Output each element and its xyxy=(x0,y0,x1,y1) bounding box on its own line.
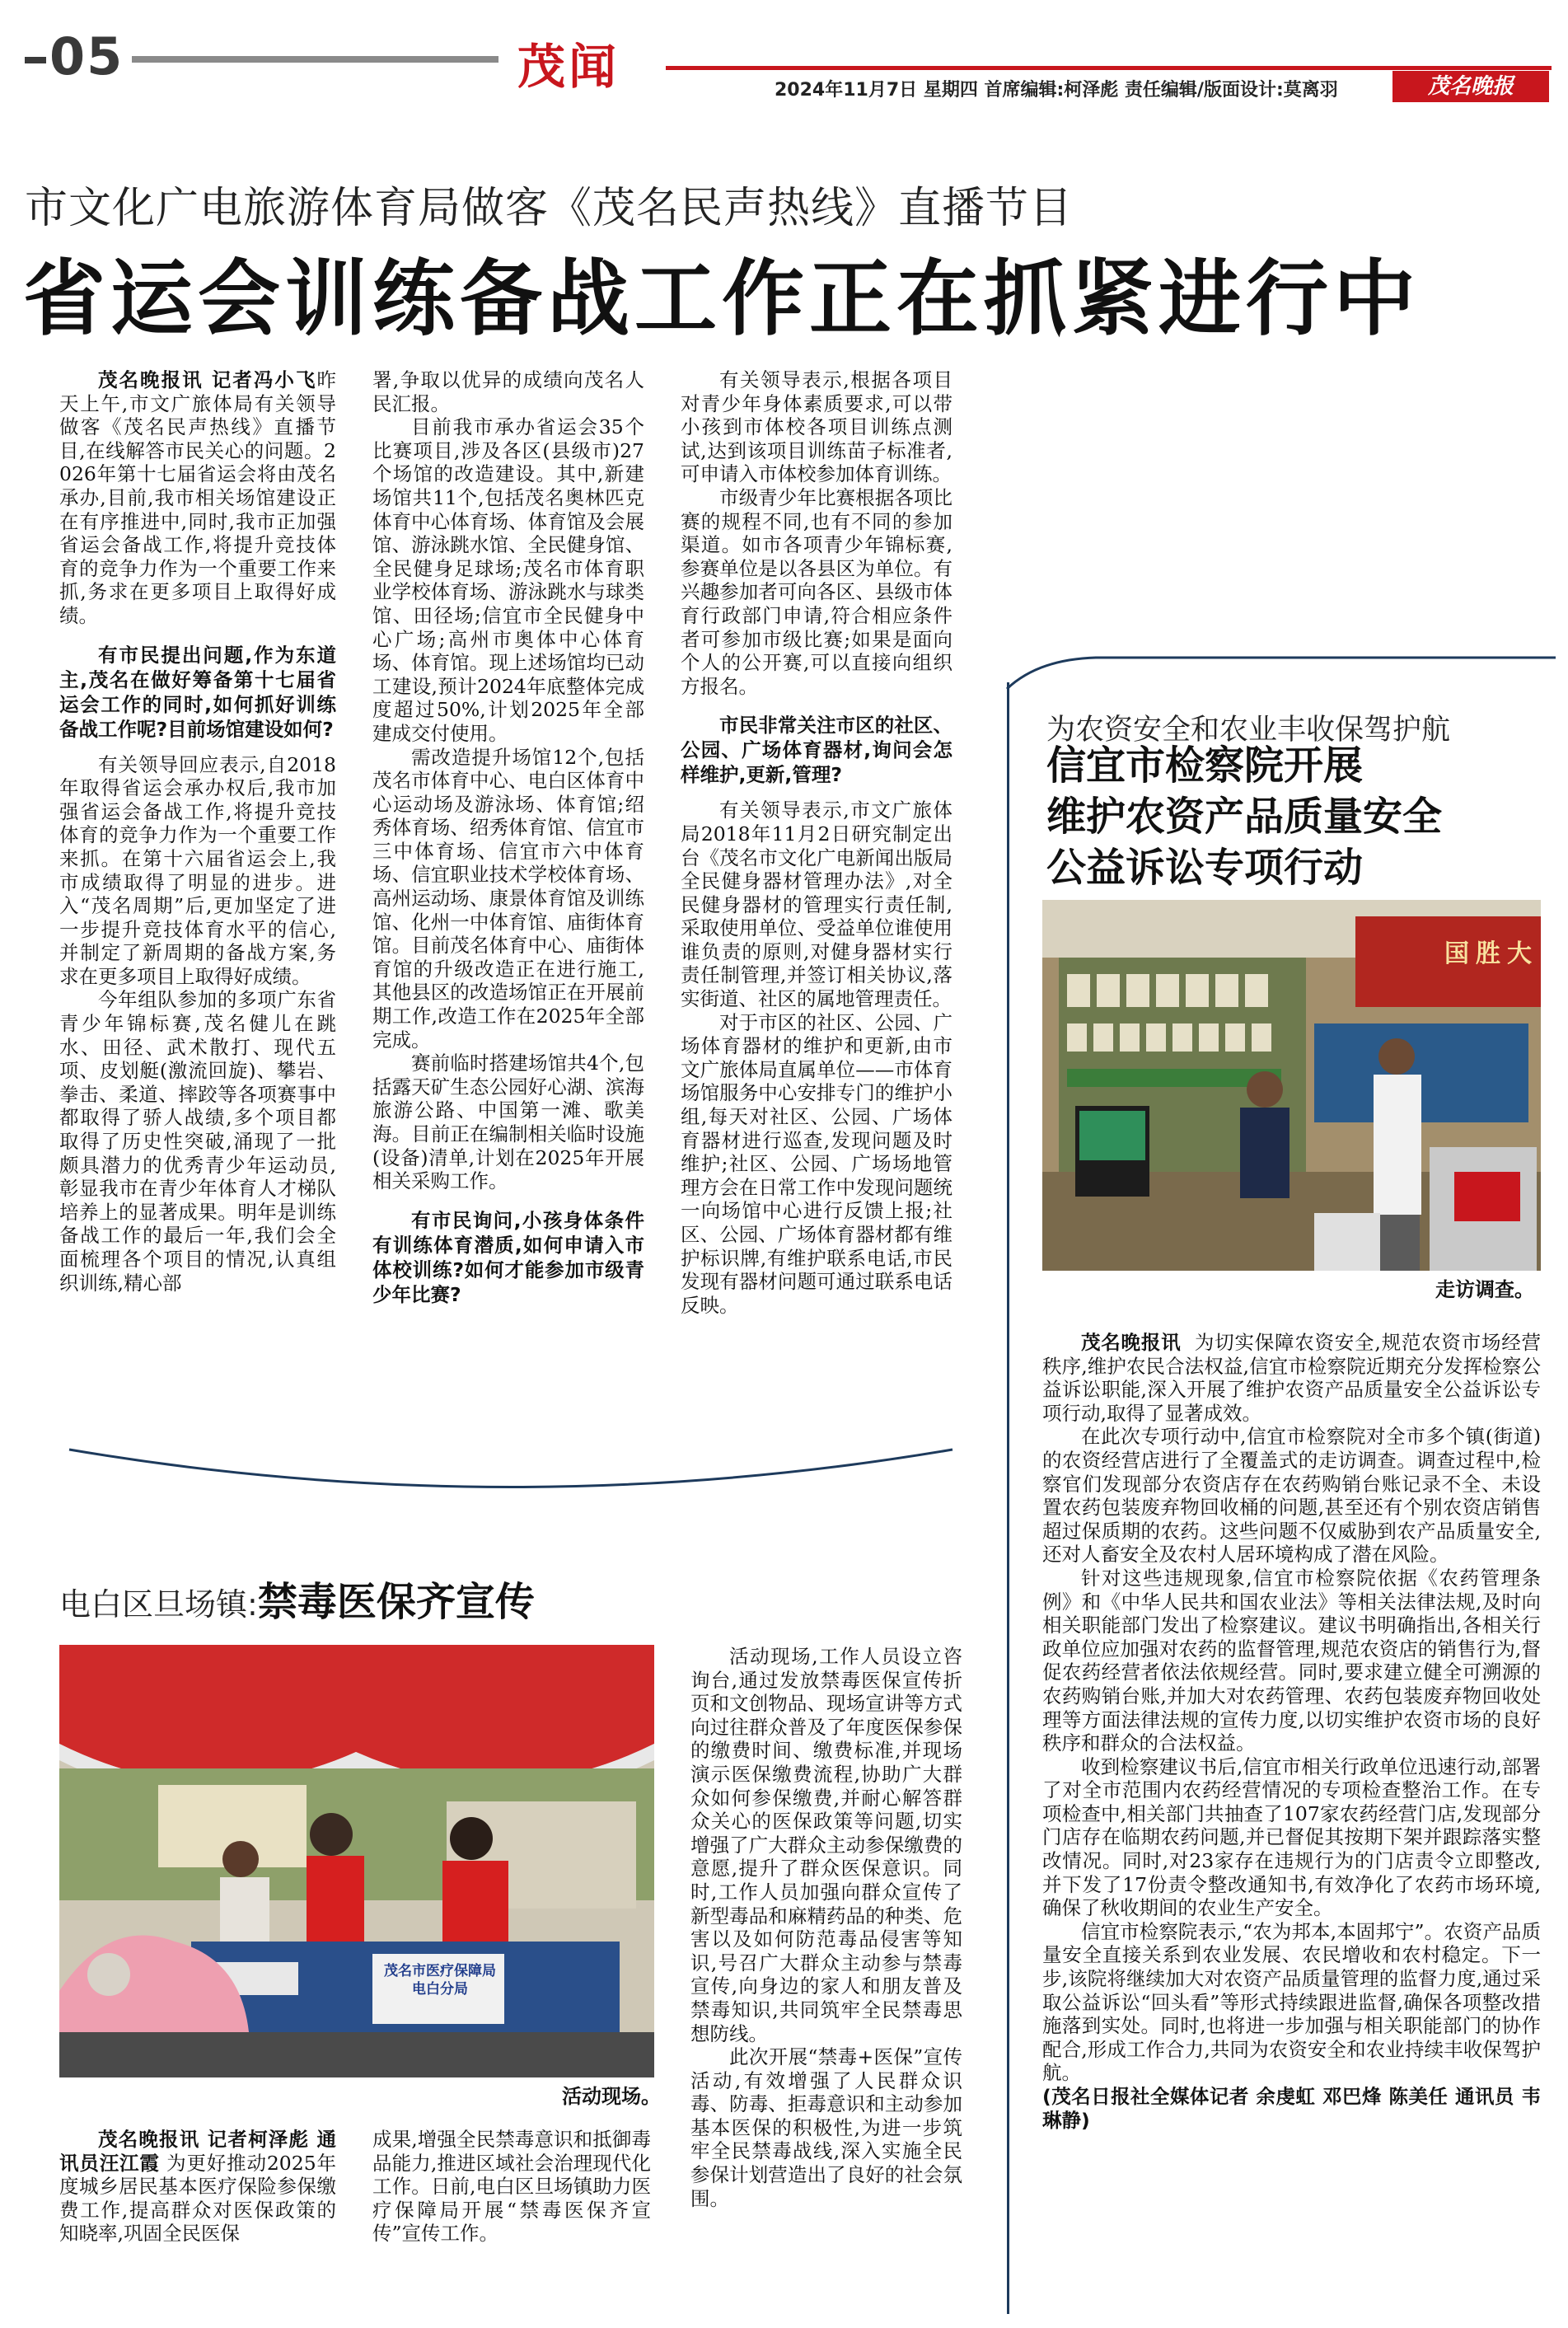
divider-vertical xyxy=(1007,682,1009,2314)
divider-curve-middle xyxy=(66,1446,956,1496)
paper-logo: 茂名晚报 xyxy=(1392,71,1549,102)
article1-col3: 有关领导表示,根据各项目对青少年身体素质要求,可以带小孩到市体校各项目训练点测试,达到该项目训练苗子标准者,可申请入市体校参加体育训练。 市级青少年比赛根据各项比赛的规程不同,也有不同的参加渠道。如市各项青少年锦标赛,参赛单位是以各县区为单位。有兴趣参加者可向各区、县级市体育行政部门申请,符合相应条件者可参加市级比赛;如果是面向个人的公开赛,可以直接向组织方报名。 市民非常关注市区的社区、公园、广场体育器材,询问会怎样维护,更新,管理? 有关领导表示,市文广旅体局2018年11月2日研究制定出台《茂名市文化广电新闻出版局全民健身器材管理办法》,对全民健身器材的管理实行责任制,采取使用单位、受益单位谁使用谁负责的原则,对健身器材实行责任制管理,并签订相关协议,落实街道、社区的属地管理责任。 对于市区的社区、公园、广场体育器材的维护和更新,由市文广旅体局直属单位——市体育场馆服务中心安排专门的维护小组,每天对社区、公园、广场体育器材进行巡查,发现问题及时维护;社区、公园、广场场地管理方会在日常工作中发现问题统一向场馆中心进行反馈上报;社区、公园、广场体育器材都有维护标识牌,有维护联系电话,市民发现有器材问题可通过联系电话反映。 xyxy=(681,368,953,1317)
page-number: 05 xyxy=(25,26,124,87)
article3-col-bottom2: 成果,增强全民禁毒意识和抵御毒品能力,推进区域社会治理现代化工作。日前,电白区旦场镇助力医疗保障局开展“禁毒医保齐宣传”宣传工作。 xyxy=(372,2128,651,2246)
article3-kicker: 电白区旦场镇: xyxy=(59,1586,258,1623)
article2-headline-line2: 维护农资产品质量安全 xyxy=(1046,794,1443,840)
article2-byline: 茂名晚报讯 xyxy=(1081,1331,1182,1354)
section-name: 茂闻 xyxy=(517,39,620,95)
article1-headline: 省运会训练备战工作正在抓紧进行中 xyxy=(23,251,1421,347)
article2-photo-caption: 走访调查。 xyxy=(1435,1278,1534,1301)
article1-question1: 有市民提出问题,作为东道主,茂名在做好筹备第十七届省运会工作的同时,如何抓好训练备战工作呢?目前场馆建设如何? xyxy=(59,643,336,741)
article2-photo-sign1: 国 xyxy=(1444,939,1469,968)
article2-headline xyxy=(1046,740,1442,893)
article2-photo-sign2: 胜 xyxy=(1476,939,1500,968)
masthead-rule-left xyxy=(132,56,498,63)
masthead xyxy=(0,0,1568,107)
article2-photo-sign3: 大 xyxy=(1507,939,1532,968)
article3-byline: 茂名晚报讯 记者柯泽彪 通讯员汪江霞 xyxy=(59,2128,336,2175)
article3-photo xyxy=(59,1645,654,2077)
article1-col2: 署,争取以优异的成绩向茂名人民汇报。 目前我市承办省运会35个比赛项目,涉及各区(县级市)27个场馆的改造建设。其中,新建场馆共11个,包括茂名奥林匹克体育中心体育场、体育馆及会展馆、游泳跳水馆、全民健身馆、全民健身足球场;茂名市体育职业学校体育场、游泳跳水与球类馆、田径场;信宜市全民健身中心广场;高州市奥体中心体育场、体育馆。现上述场馆均已动工建设,预计2024年底整体完成度超过50%,计划2025年全部建成交付使用。 需改造提升场馆12个,包括茂名市体育中心、电白区体育中心运动场及游泳场、体育馆;绍秀体育场、绍秀体育馆、信宜市三中体育场、信宜市六中体育场、信宜职业技术学校体育场、高州运动场、康景体育馆及训练馆、化州一中体育馆、庙街体育馆。目前茂名体育中心、庙街体育馆的升级改造正在进行施工,其他县区的改造场馆正在开展前期工作,改造工作在2025年全部完成。 赛前临时搭建场馆共4个,包括露天矿生态公园好心湖、滨海旅游公路、中国第一滩、歌美海。目前正在编制相关临时设施(设备)清单,计划在2025年开展相关采购工作。 有市民询问,小孩身体条件有训练体育潜质,如何申请入市体校训练?如何才能参加市级青少年比赛? xyxy=(372,368,644,1306)
article2-photo xyxy=(1042,900,1541,1271)
article3-photo-caption: 活动现场。 xyxy=(562,2085,661,2108)
article1-col1: 茂名晚报讯 记者冯小飞昨天上午,市文广旅体局有关领导做客《茂名民声热线》直播节目,在线解答市民关心的问题。2026年第十七届省运会将由茂名承办,目前,我市相关场馆建设正在有序推进中,同时,我市正加强省运会备战工作,将提升竞技体育的竞争力作为一个重要工作来抓,务求在更多项目上取得好成绩。 有市民提出问题,作为东道主,茂名在做好筹备第十七届省运会工作的同时,如何抓好训练备战工作呢?目前场馆建设如何? 有关领导回应表示,自2018年取得省运会承办权后,我市加强省运会备战工作,将提升竞技体育的竞争力作为一个重要工作来抓。在第十六届省运会上,我市成绩取得了明显的进步。进入“茂名周期”后,更加坚定了进一步提升竞技体育水平的信心,并制定了新周期的备战方案,务求在更多项目上取得好成绩。 今年组队参加的多项广东省青少年锦标赛,茂名健儿在跳水、田径、武术散打、现代五项、皮划艇(激流回旋)、攀岩、拳击、柔道、摔跤等各项赛事中都取得了骄人战绩,多个项目都取得了历史性突破,涌现了一批颇具潜力的优秀青少年运动员,彰显我市在青少年体育人才梯队培养上的显著成果。明年是训练备战工作的最后一年,我们会全面梳理各个项目的情况,认真组织训练,精心部 xyxy=(59,368,336,1295)
article2-credit: (茂名日报社全媒体记者 余虔虹 邓巴烽 陈美任 通讯员 韦琳静) xyxy=(1042,2085,1541,2132)
divider-curve-top xyxy=(1005,651,1557,692)
article1-byline: 茂名晚报讯 记者冯小飞 xyxy=(98,368,317,391)
masthead-rule-right xyxy=(666,66,1552,70)
article3-title xyxy=(59,1570,535,1627)
article3-col-bottom1: 茂名晚报讯 记者柯泽彪 通讯员汪江霞 为更好推动2025年度城乡居民基本医疗保险参保缴费工作,提高群众对医保政策的知晓率,巩固全民医保 xyxy=(59,2128,337,2246)
date-line: 2024年11月7日 星期四 首席编辑:柯泽彪 责任编辑/版面设计:莫离羽 xyxy=(775,80,1338,101)
article3-photo-banner: 茂名市医疗保障局 电白分局 xyxy=(384,1963,496,1998)
article1-question2: 有市民询问,小孩身体条件有训练体育潜质,如何申请入市体校训练?如何才能参加市级青少年比赛? xyxy=(372,1208,644,1306)
article2-body: 茂名晚报讯 为切实保障农资安全,规范农资市场经营秩序,维护农民合法权益,信宜市检察院近期充分发挥检察公益诉讼职能,深入开展了维护农资产品质量安全公益诉讼专项行动,取得了显著成效。 在此次专项行动中,信宜市检察院对全市多个镇(街道)的农资经营店进行了全覆盖式的走访调查。调查过程中,检察官们发现部分农资店存在农药购销台账记录不全、未设置农药包装废弃物回收桶的问题,甚至还有个别农资店销售超过保质期的农药。这些问题不仅威胁到农产品质量安全,还对人畜安全及农村人居环境构成了潜在风险。 针对这些违规现象,信宜市检察院依据《农药管理条例》和《中华人民共和国农业法》等相关法律法规,及时向相关职能部门发出了检察建议。建议书明确指出,各相关行政单位应加强对农药的监督管理,规范农资店的销售行为,督促农药经营者依法依规经营。同时,要求建立健全可溯源的农药购销台账,并加大对农药管理、农药包装废弃物回收处理等方面法律法规的宣传力度,以切实维护农资市场的良好秩序和群众的合法权益。 收到检察建议书后,信宜市相关行政单位迅速行动,部署了对全市范围内农药经营情况的专项检查整治工作。在专项检查中,相关部门共抽查了107家农药经营门店,发现部分门店存在临期农药问题,并已督促其按期下架并跟踪落实整改情况。同时,对23家存在违规行为的门店责令立即整改,并下发了17份责令整改通知书,有效净化了农药市场环境,确保了秋收期间的农业生产安全。 信宜市检察院表示,“农为邦本,本固邦宁”。农资产品质量安全直接关系到农业发展、农民增收和农村稳定。下一步,该院将继续加大对农资产品质量管理的监督力度,通过采取公益诉讼“回头看”等形式持续跟进监督,确保各项整改措施落到实处。同时,也将进一步加强与相关职能部门的协作配合,形成工作合力,共同为农资安全和农业持续丰收保驾护航。 (茂名日报社全媒体记者 余虔虹 邓巴烽 陈美任 通讯员 韦琳静) xyxy=(1042,1331,1541,2132)
article2-headline-line3: 公益诉讼专项行动 xyxy=(1046,845,1364,891)
article2-kicker: 为农资安全和农业丰收保驾护航 xyxy=(1046,714,1451,747)
article1-question3: 市民非常关注市区的社区、公园、广场体育器材,询问会怎样维护,更新,管理? xyxy=(681,714,953,787)
article2-headline-line1: 信宜市检察院开展 xyxy=(1046,742,1364,789)
article1-kicker: 市文化广电旅游体育局做客《茂名民声热线》直播节目 xyxy=(25,184,1074,233)
article3-headline: 禁毒医保齐宣传 xyxy=(257,1579,535,1625)
article3-col-right: 活动现场,工作人员设立咨询台,通过发放禁毒医保宣传折页和文创物品、现场宣讲等方式向过往群众普及了年度医保参保的缴费时间、缴费标准,并现场演示医保缴费流程,协助广大群众如何参保缴费,并耐心解答群众关心的医保政策等问题,切实增强了广大群众主动参保缴费的意愿,提升了群众医保意识。同时,工作人员加强向群众宣传了新型毒品和麻精药品的种类、危害以及如何防范毒品侵害等知识,号召广大群众主动参与禁毒宣传,向身边的家人和朋友普及禁毒知识,共同筑牢全民禁毒思想防线。 此次开展“禁毒+医保”宣传活动,有效增强了人民群众识毒、防毒、拒毒意识和主动参加基本医保的积极性,为进一步筑牢全民禁毒战线,深入实施全民参保计划营造出了良好的社会氛围。 xyxy=(690,1645,962,2210)
